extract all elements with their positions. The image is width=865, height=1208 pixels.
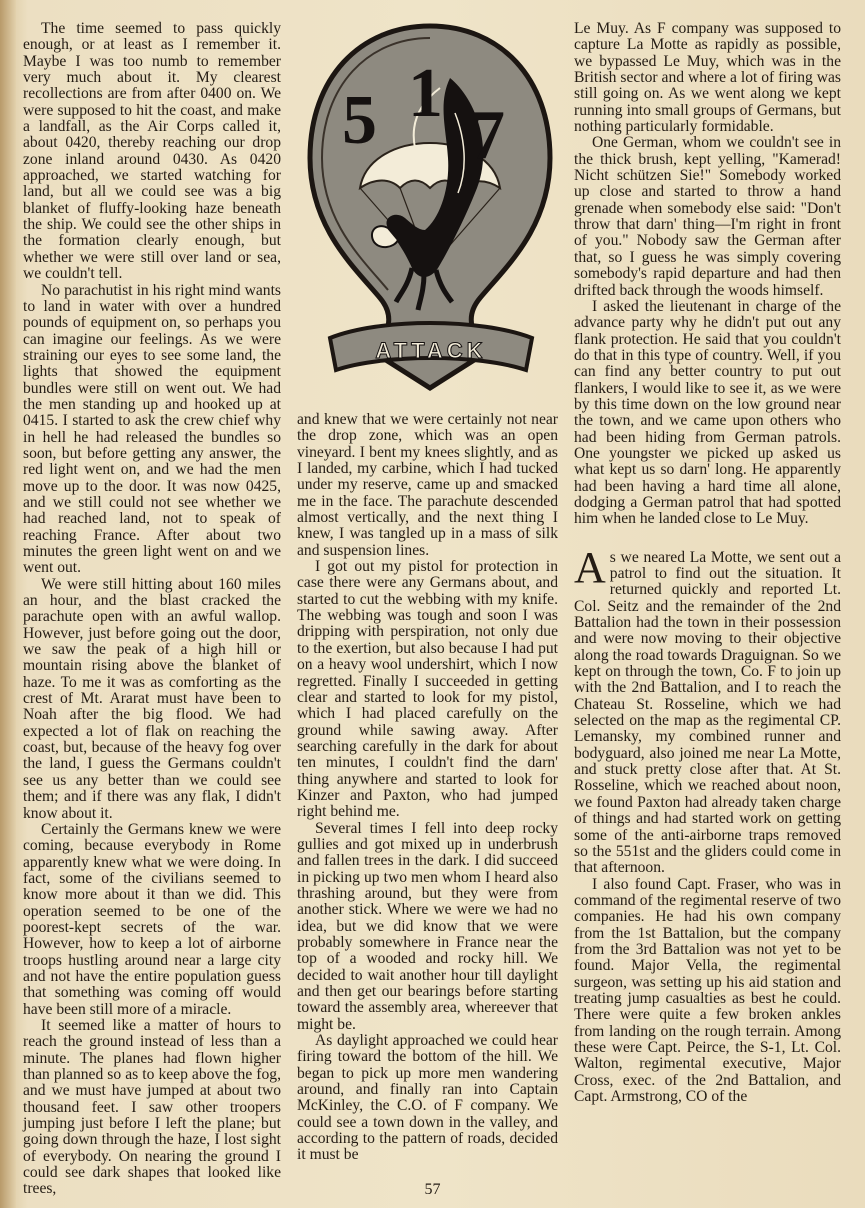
paragraph: Certainly the Germans knew we were coming, because everybody in Rome apparently knew what we were doing. In fact, some of the civilians seemed to know more about it than we did. This operation seemed to be one of the poorest-kept secrets of the war. However, how to keep a lot of airborne troops hustling around near a large city and not have the entire population guess that something was coming off would have been still more of a miracle. [23, 820, 281, 1018]
emblem-number-7: 7 [470, 97, 505, 174]
regiment-emblem-icon [300, 18, 560, 398]
emblem-number-1: 1 [408, 55, 443, 132]
section-break [574, 528, 841, 550]
paragraph: One German, whom we couldn't see in the thick brush, kept yelling, "Kamerad! Nicht schützen Sie!" Somebody worked up close and started to throw a hand grenade when somebody else said: "Don't throw that darn' thing—I'm right in front of you." Nobody saw the German after that, so I guess he was simply covering somebody's rapid departure and had then drifted back through the woods himself. [574, 134, 841, 299]
paragraph: I also found Capt. Fraser, who was in command of the regimental reserve of two companies. He had his own company from the 1st Battalion, but the company from the 3rd Battalion was not yet to be found. Major Vella, the regimental surgeon, was setting up his aid station and treating jump casualties as best he could. There were quite a few broken ankles from landing on the rough terrain. Among these were Capt. Peirce, the S-1, Lt. Col. Walton, regimental executive, Major Cross, exec. of the 2nd Battalion, and Capt. Armstrong, CO of the [574, 875, 841, 1105]
paragraph: and knew that we were certainly not near the drop zone, which was an open vineyard. I bent my knees slightly, and as I landed, my carbine, which I had tucked under my reserve, came up and smacked me in the face. The parachute descended almost vertically, and the next thing I knew, I was tangled up in a mass of silk and suspension lines. [297, 411, 558, 559]
emblem-number-5: 5 [342, 82, 377, 159]
page-binding-shadow [0, 0, 16, 1208]
right-column [574, 21, 841, 1105]
drop-cap: A [574, 542, 606, 592]
paragraph: Several times I fell into deep rocky gullies and got mixed up in underbrush and fallen trees in the dark. I did succeed in picking up two men whom I heard also thrashing around, but they were from another stick. Where we were we had no idea, but we did know that we were probably somewhere in France near the top of a wooded and rocky hill. We decided to wait another hour till daylight and then get our bearings before starting toward the assembly area, whereever that might be. [297, 819, 558, 1033]
paragraph: I asked the lieutenant in charge of the advance party why he didn't put out any flank protection. He said that you couldn't do that in this type of country. Well, if you can find any better country to put out flankers, I would like to see it, as we were by this time down on the low ground near the town, and we came upon others who had been hiding from German patrols. One youngster we picked up asked us what kept us so darn' long. He apparently had been having a hard time all alone, dodging a German patrol that had spotted him when he landed close to Le Muy. [574, 297, 841, 528]
paragraph: Le Muy. As F company was supposed to capture La Motte as rapidly as possible, we bypassed Le Muy, which was in the British sector and where a lot of firing was still going on. As we went along we kept running into small groups of Germans, but nothing particularly formidable. [574, 20, 841, 136]
paragraph: It seemed like a matter of hours to reach the ground instead of less than a minute. The planes had flown higher than planned so as to keep above the fog, and we must have jumped at about two thousand feet. I saw other troopers jumping just before I left the plane; but going down through the haze, I lost sight of everybody. On nearing the ground I could see dark shapes that looked like trees, [23, 1016, 281, 1198]
paragraph: As daylight approached we could hear firing toward the bottom of the hill. We began to pick up more men wandering around, and finally ran into Captain McKinley, the C.O. of F company. We could see a town down in the valley, and according to the pattern of roads, decided it must be [297, 1032, 558, 1164]
paragraph: No parachutist in his right mind wants to land in water with over a hundred pounds of equipment on, so perhaps you can imagine our feelings. As we were straining our eyes to see some land, the lights that showed the equipment bundles were still on went out. We had the men standing up and hooked up at 0415. I started to ask the crew chief why in hell he had released the bundles so soon, but before getting any answer, the red light went on, and we had the men move up to the door. It was now 0425, and we still could not see whether we had reached land, not to speak of reaching France. After about two minutes the green light went on and we went out. [23, 281, 281, 577]
section-opening-paragraph [574, 542, 841, 877]
paragraph: The time seemed to pass quickly enough, or at least as I remember it. Maybe I was too numb to remember very much about it. My clearest recollections are from after 0400 on. We were supposed to hit the coast, and make a landfall, as the Air Corps called it, about 0420, thereby reaching our drop zone inland around 0430. As 0420 approached, we started watching for land, but all we could see was a big blanket of fluffy-looking haze beneath the ship. We could see the other ships in the formation clearly enough, but whether we were still over land or sea, we couldn't tell. [23, 20, 281, 283]
paragraph: I got out my pistol for protection in case there were any Germans about, and started to cut the webbing with my knife. The webbing was tough and soon I was dripping with perspiration, not only due to the exertion, but also because I had put on a heavy wool undershirt, which I now regretted. Finally I succeeded in getting clear and started to look for my pistol, which I had placed carefully on the ground while sawing away. After searching carefully in the dark for about ten minutes, I couldn't find the darn' thing anywhere and started to look for Kinzer and Paxton, who had jumped right behind me. [297, 558, 558, 821]
page-number: 57 [424, 1181, 441, 1198]
paragraph: We were still hitting about 160 miles an hour, and the blast cracked the parachute open with an awful wallop. However, just before going out the door, we saw the peak of a high hill or mountain rising above the blanket of haze. To me it was as comforting as the crest of Mt. Ararat must have been to Noah after the big flood. We had expected a lot of flak on reaching the coast, but, because of the heavy fog over the land, I guess the Germans couldn't see us any better than we could see them; and if there was any flak, I didn't know about it. [23, 575, 281, 822]
section-opening-text: s we neared La Motte, we sent out a patrol to find out the situation. It returned quickly and reported Lt. Col. Seitz and the remainder of the 2nd Battalion had the town in their possession and were now moving to their objective along the road towards Draguignan. So we kept on through the town, Co. F to join up with the 2nd Battalion, and I to reach the Chateau St. Rosseline, which we had selected on the map as the regimental CP. Lemansky, my combined runner and bodyguard, also joined me near La Motte, and stuck pretty close after that. At St. Rosseline, which we reached about noon, we found Paxton had already taken charge of things and had started work on getting some of the anti-airborne traps removed so the 551st and the gliders could come in that afternoon. [574, 548, 841, 877]
left-column [23, 21, 281, 1198]
emblem-banner-text: ATTACK [375, 338, 487, 363]
middle-column [297, 412, 558, 1164]
